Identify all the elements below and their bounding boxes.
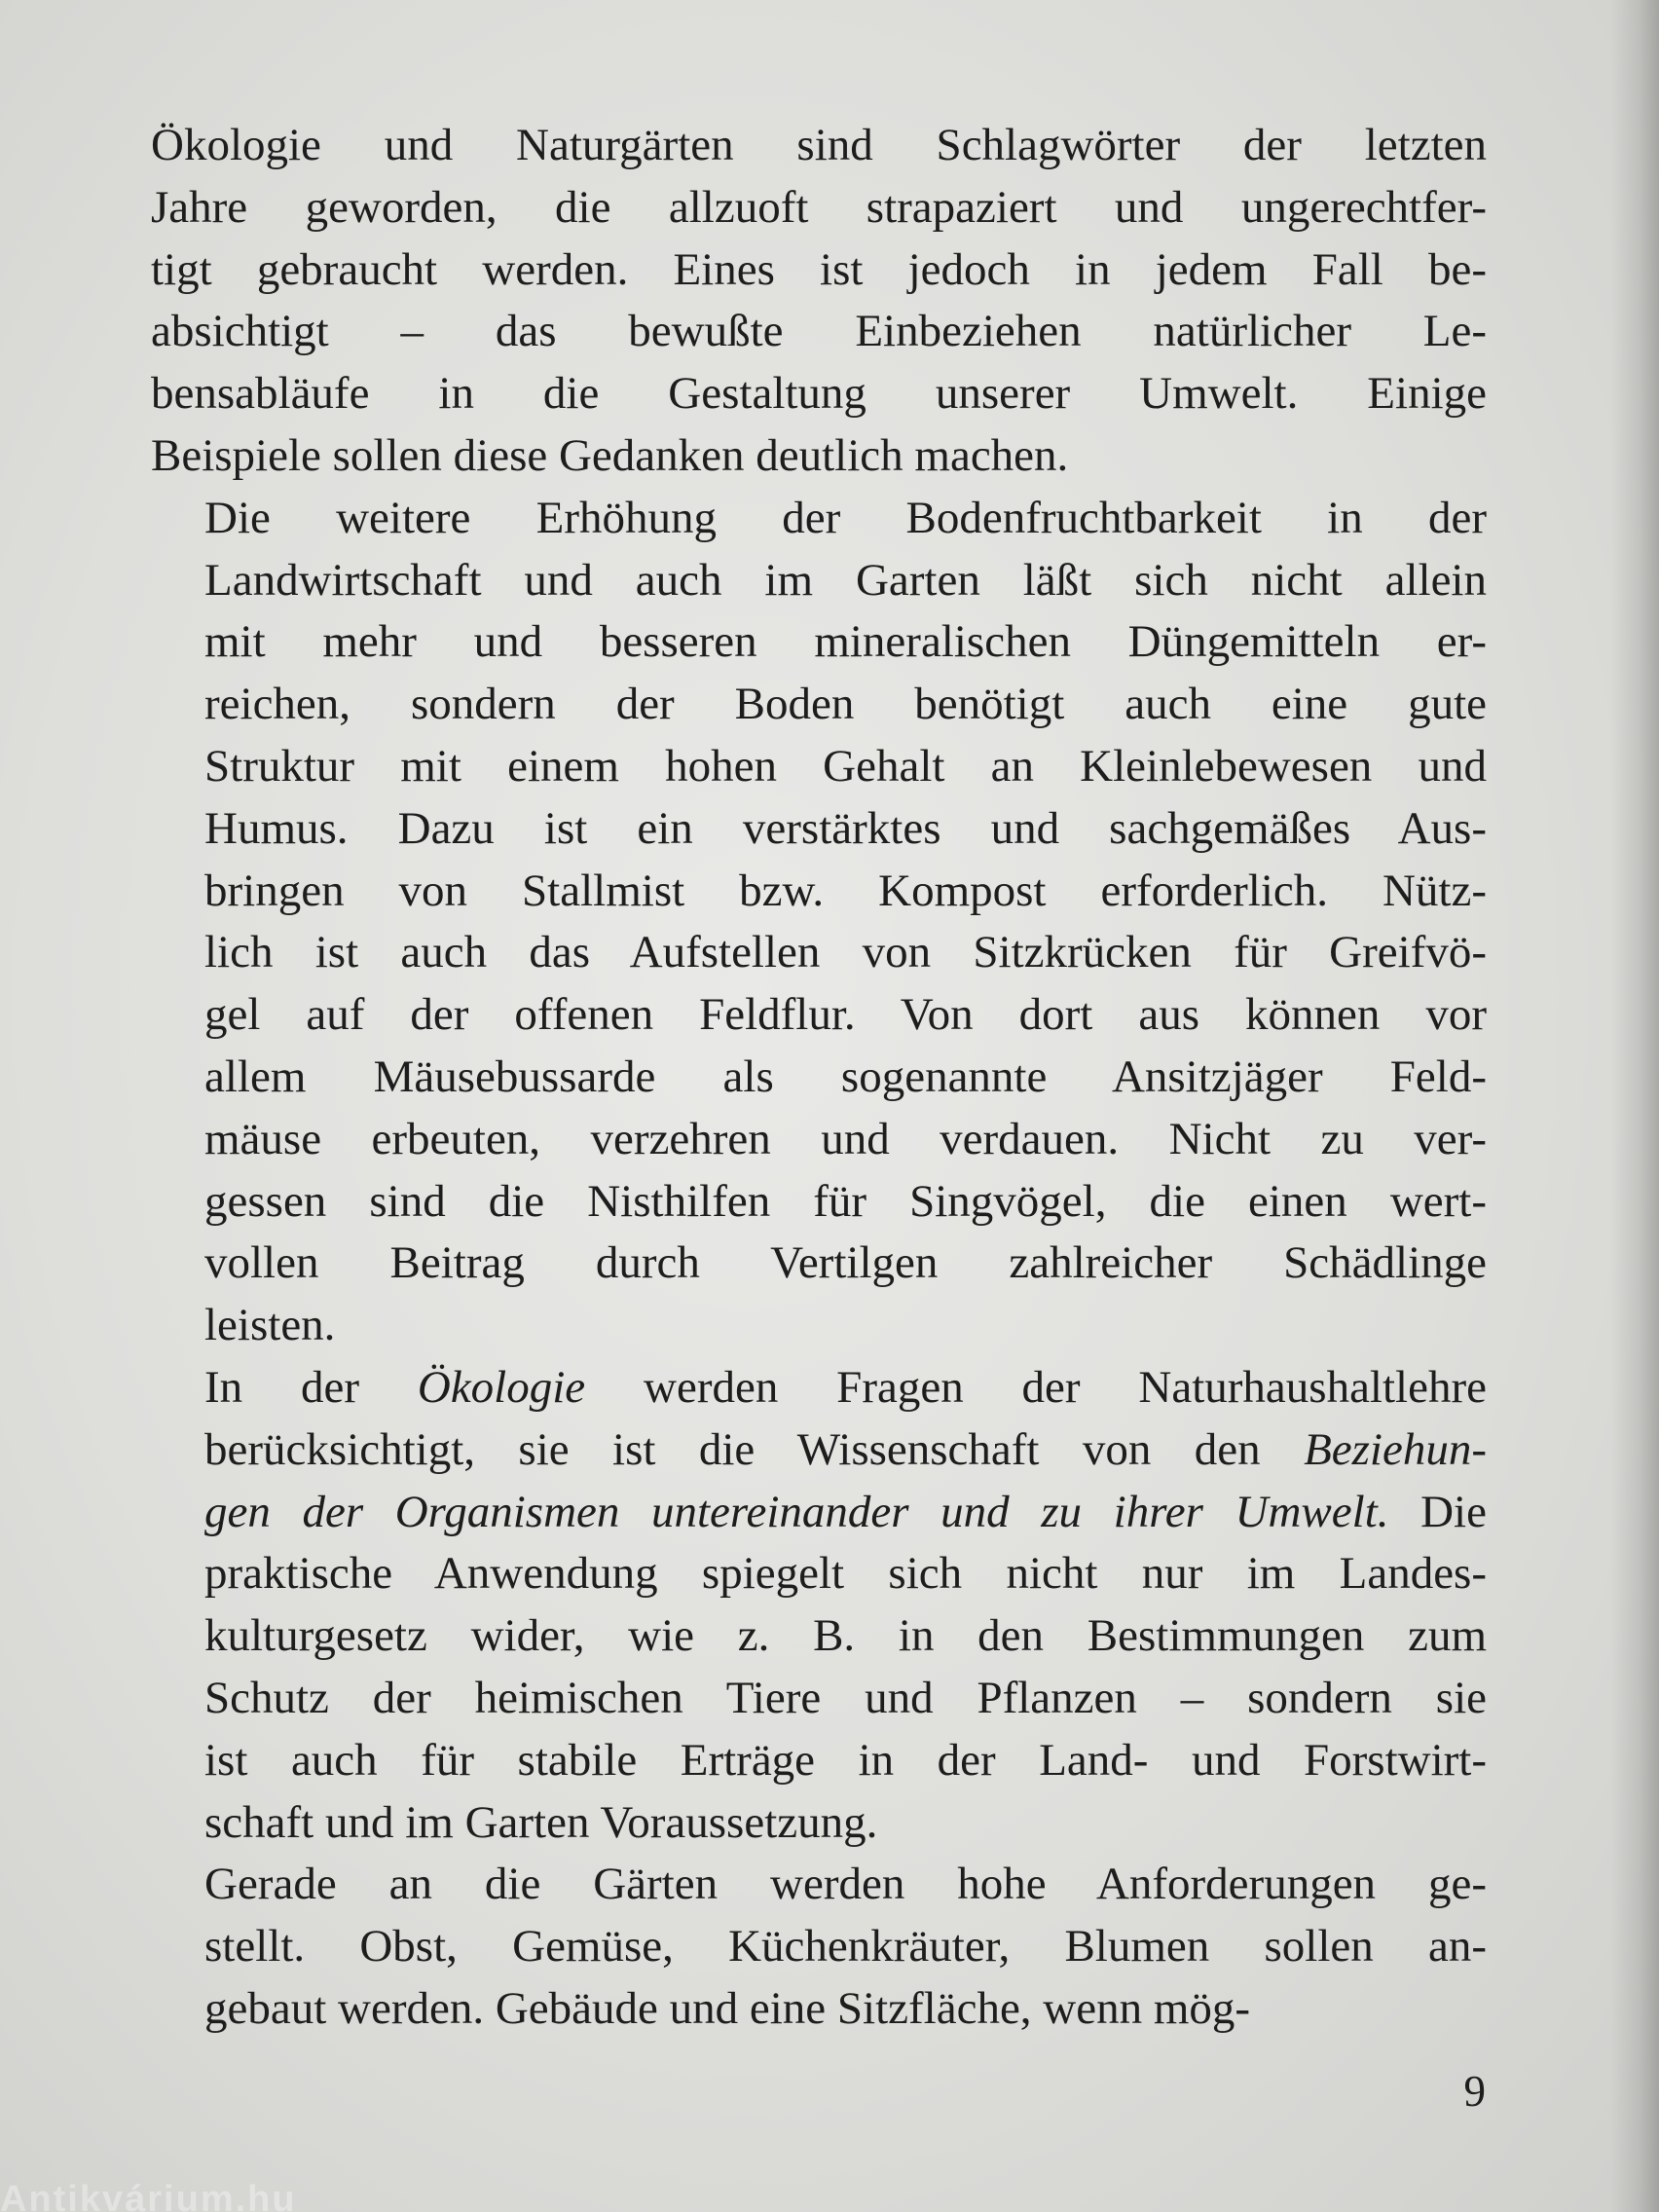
text-line: allem Mäusebussarde als sogenannte Ansitzjäger Feld- [204,1051,1487,1102]
text-line [151,1357,1487,1419]
text-line: Die weitere Erhöhung der Bodenfruchtbarkeit in der [204,492,1487,543]
text-line: lich ist auch das Aufstellen von Sitzkrücken für Greifvö- [204,927,1487,978]
text-line: gel auf der offenen Feldflur. Von dort aus können vor [204,989,1487,1041]
text-run: kulturgesetz wider, wie z. B. in den Bestimmungen zum [204,1610,1487,1662]
text-run: ist auch für stabile Erträge in der Land- und Forstwirt- [204,1734,1487,1786]
text-line: Beispiele sollen diese Gedanken deutlich machen. [151,429,1069,481]
text-line: tigt gebraucht werden. Eines ist jedoch in jedem Fall be- [151,243,1487,295]
text-line: stellt. Obst, Gemüse, Küchenkräuter, Blumen sollen an- [204,1921,1487,1972]
text-line [151,1482,1487,1544]
text-line [151,1419,1487,1482]
text-line: Landwirtschaft und auch im Garten läßt sich nicht allein [204,554,1487,606]
text-line [151,1668,1487,1730]
text-line: leisten. [204,1300,336,1351]
italic-text: Ökologie [417,1361,586,1413]
text-line: vollen Beitrag durch Vertilgen zahlreicher Schädlinge [204,1237,1487,1289]
text-line: bensabläufe in die Gestaltung unserer Umwelt. Einige [151,368,1487,420]
body-text [151,115,1487,2041]
text-run: werden Fragen der Naturhaushaltlehre [585,1361,1487,1413]
text-line: gessen sind die Nisthilfen für Singvögel, die einen wert- [204,1175,1487,1227]
text-run: Die [1388,1486,1487,1537]
text-line: absichtigt – das bewußte Einbeziehen natürlicher Le- [151,306,1487,357]
text-run: In der [204,1361,418,1413]
page-edge-shadow [1610,0,1659,2212]
text-line: Ökologie und Naturgärten sind Schlagwörter der letzten [151,120,1487,170]
text-line: mit mehr und besseren mineralischen Düngemitteln er- [204,616,1487,668]
text-run: Schutz der heimischen Tiere und Pflanzen – sondern sie [204,1672,1487,1723]
text-line: Struktur mit einem hohen Gehalt an Kleinlebewesen und [204,740,1487,792]
text-line [151,1605,1487,1668]
text-line: bringen von Stallmist bzw. Kompost erforderlich. Nütz- [204,865,1487,916]
text-line: Gerade an die Gärten werden hohe Anforderungen ge- [204,1859,1487,1910]
page-number: 9 [1463,2067,1486,2116]
text-line [151,1792,1487,1855]
text-run: praktische Anwendung spiegelt sich nicht nur im Landes- [204,1548,1487,1600]
text-line [151,1730,1487,1792]
text-run: schaft und im Garten Voraussetzung. [204,1796,878,1848]
paragraph [151,1854,1487,2040]
text-line [151,1543,1487,1605]
watermark-logo: Antikvárium.hu [0,2179,297,2212]
text-line: Humus. Dazu ist ein verstärktes und sachgemäßes Aus- [204,802,1487,854]
text-line: reichen, sondern der Boden benötigt auch eine gute [204,679,1487,730]
paragraph [151,115,1487,488]
text-line: mäuse erbeuten, verzehren und verdauen. Nicht zu ver- [204,1113,1487,1164]
text-line: gebaut werden. Gebäude und eine Sitzfläche, wenn mög- [204,1982,1251,2034]
italic-text: Beziehun- [1304,1423,1487,1475]
text-line: Jahre geworden, die allzuoft strapaziert und ungerechtfer- [151,181,1487,233]
text-run: berücksichtigt, sie ist die Wissenschaft von den [204,1423,1305,1475]
italic-text: gen der Organismen untereinander und zu ihrer Umwelt. [204,1486,1389,1537]
paragraph [151,1357,1487,1854]
paragraph [151,488,1487,1357]
